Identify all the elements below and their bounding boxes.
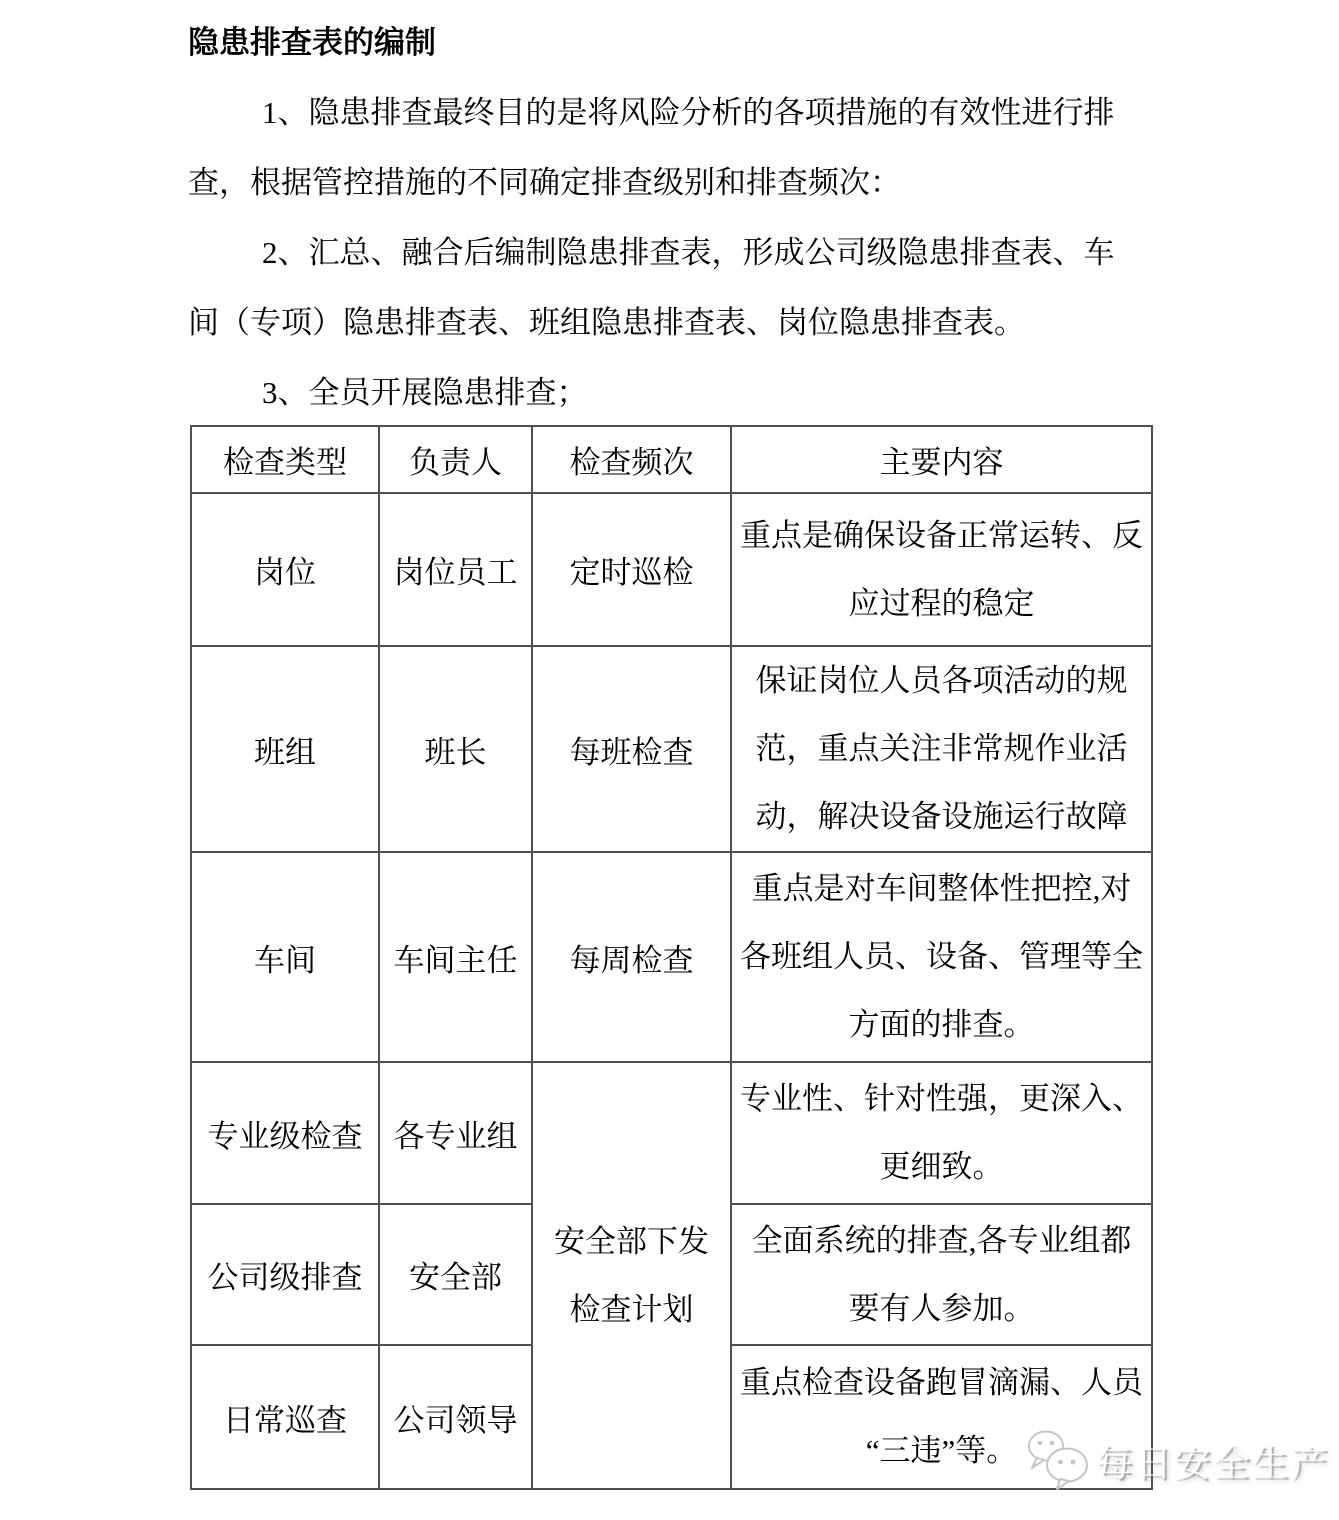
header-check-type: 检查类型 [191, 426, 379, 493]
doc-title: 隐患排查表的编制 [188, 25, 436, 60]
paragraph-2-line-1: 2、汇总、融合后编制隐患排查表，形成公司级隐患排查表、车 [262, 235, 1115, 270]
cell-type: 车间 [191, 852, 379, 1062]
table-row [191, 1062, 1152, 1204]
cell-type: 专业级检查 [191, 1062, 379, 1204]
cell-content-line: 专业性、针对性强，更深入、 [740, 1081, 1143, 1116]
paragraph-2-line-2: 间（专项）隐患排查表、班组隐患排查表、岗位隐患排查表。 [188, 305, 1025, 340]
table-row [191, 493, 1152, 646]
document-body [188, 8, 1138, 428]
cell-content-line: 应过程的稳定 [848, 585, 1035, 621]
cell-content [731, 646, 1152, 852]
cell-content-line: 动，解决设备设施运行故障 [755, 799, 1128, 834]
cell-content [731, 493, 1152, 646]
cell-content-line: 重点检查设备跑冒滴漏、人员 [740, 1365, 1143, 1400]
cell-content [731, 852, 1152, 1062]
cell-owner: 车间主任 [379, 852, 532, 1062]
merged-frequency-line: 检查计划 [569, 1291, 694, 1327]
cell-content-line: 各班组人员、设备、管理等全 [740, 939, 1143, 974]
cell-content [731, 1204, 1152, 1345]
inspection-table [190, 425, 1153, 1490]
wechat-icon [1026, 1428, 1090, 1492]
cell-content-line: 保证岗位人员各项活动的规 [755, 663, 1128, 698]
paragraph-1-line-2: 查，根据管控措施的不同确定排查级别和排查频次： [188, 165, 901, 200]
cell-content-line: 范，重点关注非常规作业活 [755, 731, 1128, 766]
cell-owner: 岗位员工 [379, 493, 532, 646]
cell-frequency: 每周检查 [532, 852, 731, 1062]
cell-content [731, 1062, 1152, 1204]
header-frequency: 检查频次 [532, 426, 731, 493]
cell-owner: 各专业组 [379, 1062, 532, 1204]
watermark-label: 每日安全生产 [1096, 1444, 1330, 1485]
table-row [191, 852, 1152, 1062]
merged-frequency-line: 安全部下发 [554, 1223, 709, 1259]
cell-type: 班组 [191, 646, 379, 852]
table-row [191, 646, 1152, 852]
header-owner: 负责人 [379, 426, 532, 493]
cell-content-line: 要有人参加。 [848, 1290, 1035, 1326]
cell-content-line: 方面的排查。 [848, 1007, 1035, 1042]
cell-content-line: 重点是确保设备正常运转、反 [740, 517, 1143, 553]
cell-owner: 公司领导 [379, 1345, 532, 1489]
table-header-row [191, 426, 1152, 493]
cell-type: 公司级排查 [191, 1204, 379, 1345]
paragraph-3-line-1: 3、全员开展隐患排查； [262, 375, 588, 410]
cell-type: 岗位 [191, 493, 379, 646]
cell-frequency: 每班检查 [532, 646, 731, 852]
cell-content-line: “三违”等。 [865, 1433, 1018, 1468]
header-main-content: 主要内容 [731, 426, 1152, 493]
cell-frequency: 定时巡检 [532, 493, 731, 646]
cell-owner: 安全部 [379, 1204, 532, 1345]
cell-content-line: 重点是对车间整体性把控,对 [751, 871, 1132, 906]
watermark [1026, 1420, 1330, 1500]
cell-frequency-merged [532, 1062, 731, 1489]
cell-type: 日常巡查 [191, 1345, 379, 1489]
cell-content-line: 全面系统的排查,各专业组都 [751, 1222, 1132, 1258]
cell-owner: 班长 [379, 646, 532, 852]
paragraph-1-line-1: 1、隐患排查最终目的是将风险分析的各项措施的有效性进行排 [262, 95, 1115, 130]
cell-content-line: 更细致。 [879, 1149, 1004, 1184]
